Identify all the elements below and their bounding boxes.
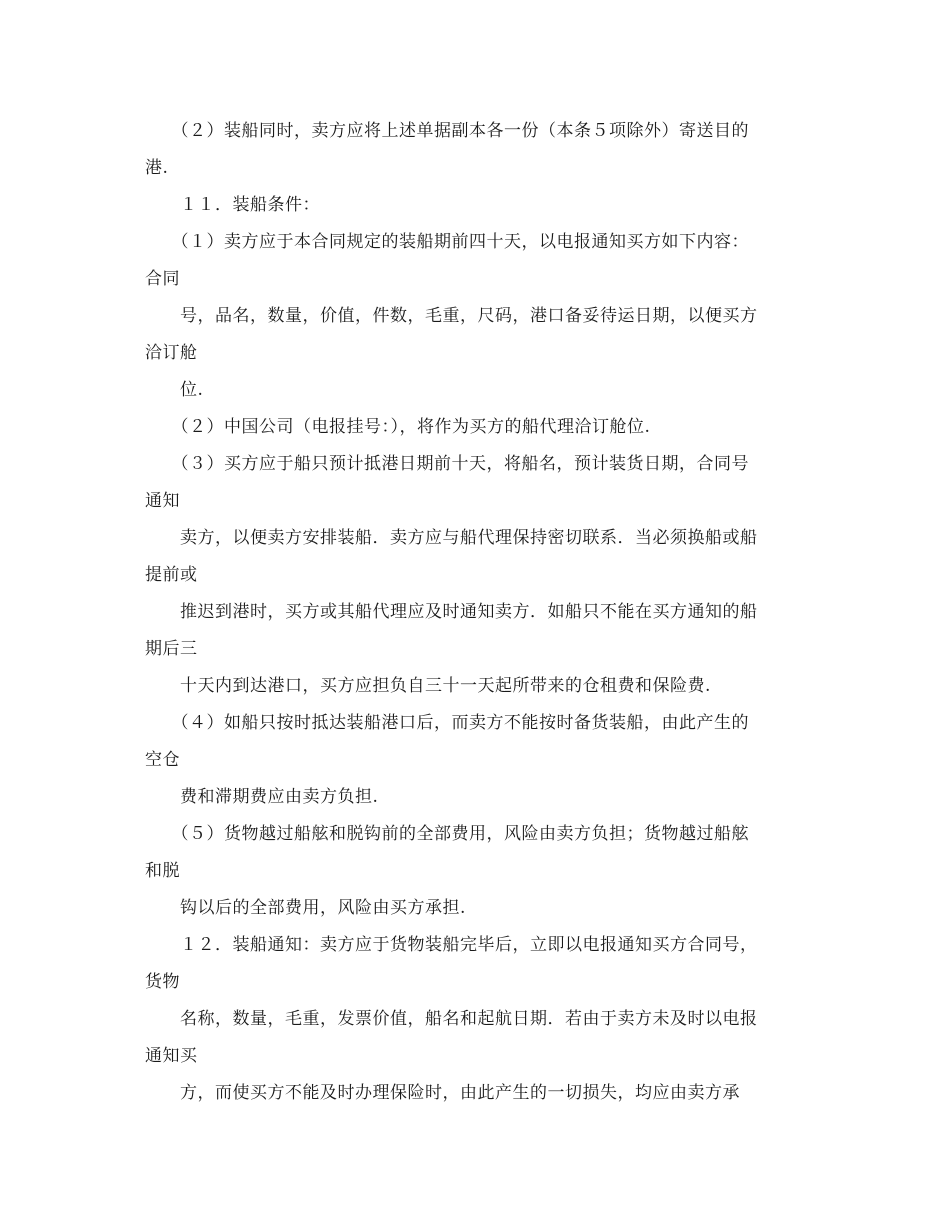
- text-line: 十天内到达港口，买方应担负自三十一天起所带来的仓租费和保险费.: [145, 676, 711, 696]
- text-line: （２）装船同时，卖方应将上述单据副本各一份（本条５项除外）寄送目的: [145, 121, 749, 141]
- text-line: １１．装船条件：: [145, 195, 320, 215]
- text-line: （２）中国公司（电报挂号：），将作为买方的船代理洽订舱位.: [145, 417, 651, 437]
- text-line: 名称，数量，毛重，发票价值，船名和起航日期．若由于卖方未及时以电报: [145, 1009, 758, 1029]
- text-line: 方，而使买方不能及时办理保险时，由此产生的一切损失，均应由卖方承: [145, 1083, 740, 1103]
- text-line: 和脱: [145, 861, 180, 881]
- text-line: 货物: [145, 972, 180, 992]
- text-line: （１）卖方应于本合同规定的装船期前四十天，以电报通知买方如下内容：: [145, 232, 749, 252]
- text-line: 期后三: [145, 639, 198, 659]
- text-line: 空仓: [145, 750, 180, 770]
- text-line: 提前或: [145, 565, 198, 585]
- text-line: （５）货物越过船舷和脱钩前的全部费用，风险由卖方负担；货物越过船舷: [145, 824, 749, 844]
- text-line: 位.: [145, 380, 204, 400]
- text-line: 卖方，以便卖方安排装船．卖方应与船代理保持密切联系．当必须换船或船: [145, 528, 758, 548]
- text-line: １２．装船通知：卖方应于货物装船完毕后，立即以电报通知买方合同号，: [145, 935, 758, 955]
- text-line: 钩以后的全部费用，风险由买方承担.: [145, 898, 466, 918]
- text-line: （３）买方应于船只预计抵港日期前十天，将船名，预计装货日期，合同号: [145, 454, 749, 474]
- text-line: 通知: [145, 491, 180, 511]
- text-line: 洽订舱: [145, 343, 198, 363]
- text-line: 号，品名，数量，价值，件数，毛重，尺码，港口备妥待运日期，以便买方: [145, 306, 758, 326]
- text-line: 合同: [145, 269, 180, 289]
- text-line: 费和滞期费应由卖方负担.: [145, 787, 379, 807]
- text-line: 通知买: [145, 1046, 198, 1066]
- text-line: （４）如船只按时抵达装船港口后，而卖方不能按时备货装船，由此产生的: [145, 713, 749, 733]
- text-line: 港.: [145, 158, 169, 178]
- text-line: 推迟到港时，买方或其船代理应及时通知卖方．如船只不能在买方通知的船: [145, 602, 758, 622]
